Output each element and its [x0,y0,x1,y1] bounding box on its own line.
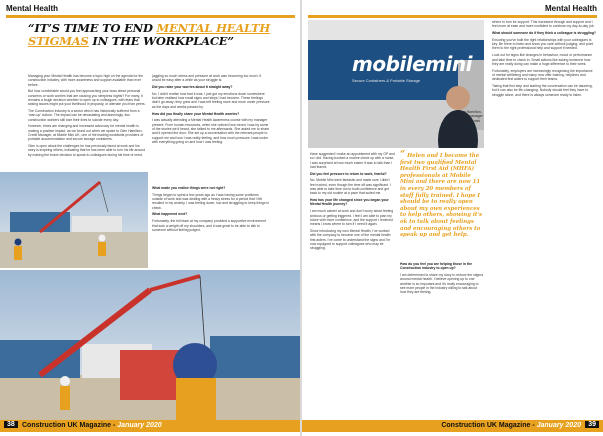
cranes-photo-illustration [0,172,148,268]
portrait-photo [308,20,484,148]
article-column-2 [152,74,270,186]
running-head-left [6,4,295,16]
paragraph: Fortunately, the full team at my company provided a supportive environment that took a weight off my shoulders, and it was great to be able to talk to someone without feeling judged. [152,219,266,232]
paragraph: Fortunately, employers are increasingly recognising the importance of mental wellbeing and many now offer training, helplines and dedicated first aiders to support their teams. [492,68,593,82]
question: How did you finally share your Mental Health worries? [152,111,240,116]
paragraph: The Construction industry is a sector which has historically suffered from a ‘man-up’ culture. The impact can be devastating and alarmingly, two construction workers still lose their lives to suicide every day. [28,109,140,122]
question: What should someone do if they think a colleague is struggling? [492,31,596,36]
mobile-mini-logo-subtitle: Secure Containers & Portable Storage [352,78,421,83]
running-head-rule [308,15,597,18]
magazine-name: Construction UK Magazine - [441,422,537,429]
photo-caption: Glen Hamilton, Credit manager at mobile mini UK [458,110,483,128]
headline-accent: MENTAL HEALTH STIGMAS [28,21,271,48]
paragraph: Ensuring you've built the right relationships with your colleagues is key. Be there to listen and show you care without judging, and point them to the right professional help and support if needed. [492,37,594,51]
mobile-mini-sign-illustration [308,20,484,148]
issue-month: January 2020 [536,422,581,429]
paragraph: However, times are changing and increased advocacy for mental health is making a positive impact, as we found out when we spoke to Glen Hamilton, Credit Manager, at Mobile Mini UK, one of the leading worldwide providers of portable accommodation and secure storage containers. [28,124,144,142]
paragraph: Look out for signs like changes in behaviour, mood or performance and take time to check in. Small actions like asking someone how they are really doing can make a huge difference to their week. [492,53,593,66]
running-head-right [308,4,597,16]
mobile-mini-logo-text: mobilemini [352,52,472,76]
paragraph: Since introducing my own Mental Health, I've worked with the company to become one of the mental health first aiders. I've come to understand the signs and I'm now equipped to support colleagues who may be struggling. [310,228,391,251]
magazine-title-right [441,422,581,429]
pull-quote [400,152,484,239]
page-number-left: 38 [4,421,18,428]
right-column-2 [400,262,484,414]
running-head-right-text: Mental Health [544,4,597,13]
right-column-1 [310,152,396,342]
question: What made you realise things were not right? [152,186,226,190]
construction-site-illustration [0,270,301,420]
crane-site-photo [0,270,301,420]
magazine-title-left [22,422,162,429]
paragraph: But how comfortable would you feel approaching your boss about personal concerns or work worries that are causing you sleepless nights? For many, it remains a tough decision whether to open up to colleagues, with fears that raising issues might put your livelihood in jeopardy, or alienate you from peers. [28,89,146,107]
footer-left [0,420,301,432]
paragraph: where to turn for support. This increased through and support and I feel more at ease and more confident to continue my day-to-day job. [492,20,595,29]
paragraph: Taking that first step and starting the conversation can be daunting, but it can also be life-changing. Nobody should feel they have to struggle alone, and there is always someone ready to listen. [492,84,593,97]
page-number-right: 39 [585,421,599,428]
paragraph: juggling so much stress and pressure at work was becoming too much. It would be easy after a while as your struggle is. [152,74,262,83]
issue-month: January 2020 [117,422,162,429]
pull-quote-text: Helen and I became the first two qualified Mental Health First Aid (MHFA) professionals at Mobile Mini and there are now 11 in every 20 members of staff fully trained. I hope I should be to really open about my own experiences to help others, showing it's ok to talk about feelings and encouraging others to speak up and get help. [400,153,483,239]
paragraph: Managing your Mental Health has become a topic high on the agenda for the construction industry, with more awareness and support available than ever before. [28,74,144,87]
worker-photo-small [0,172,148,268]
paragraph: Have suggested I make an appointment with my GP and so I did. Having booked a routine check up with a nurse, I was surprised at how much easier it was to talk than I had feared. [310,152,395,169]
question: What happened next? [152,212,188,217]
paragraph: Glen is open about the challenges he has previously faced at work and his story is inspiring others, indicating that he has been able to turn his life around by making the brave decision to speak to colleagues during his time of need. [28,144,146,157]
question: Did you feel pressure to return to work, fearful? [310,171,387,176]
right-page [302,0,603,436]
question: How do you feel you are helping those in the Construction industry to open up? [400,262,472,271]
paragraph: I was actually attending a Mental Health Awareness course with my manager present. From human resources, when she noticed how mixed I was by some of the stories we'd heard, she talked to me afterwards. She asked me to share and it opened the door. She set up a conversation with the relevant people to support me and how I was really feeling, and how much pressure I was under with everything going on and how I was feeling. [152,118,270,144]
paragraph: I am much calmer at work and don't worry about feeling anxious or getting triggered. I feel I am able to plan my future with more confidence, and the support I received means I know where to turn if I need it again. [310,209,394,227]
question: How has your life changed since you began your Mental Health journey? [310,198,389,207]
paragraph: Things began to spiral a few years ago as I was having some problems outside of work and was dealing with a heavy stress for a period that I felt resulted in my anxiety. I was feeling down, low and struggling to keep things in check. [152,192,270,210]
question: Did you raise your worries about it straight away? [152,85,233,90]
left-page [0,0,301,436]
paragraph: I am determined to share my story to reduce the stigma around mental health. I believe opening up to one another is so important and it's really encouraging to see more people in the industry willing to talk about how they are feeling. [400,273,484,295]
footer-right [302,420,603,432]
article-qa-block [152,186,270,266]
running-head-rule [6,15,295,18]
headline-part2: IN THE WORKPLACE” [88,34,234,48]
magazine-name: Construction UK Magazine - [22,422,118,429]
quote-mark-icon: “ [400,150,406,160]
headline-part1: “IT’S TIME TO END [28,21,157,35]
paragraph: No. Mobile Mini were fantastic and made sure I didn't feel rushed, even though the time off was significant. I was able to take time out to build confidence and get back to my old routine at a pace that suited me. [310,178,391,196]
article-headline [28,22,296,48]
running-head-left-text: Mental Health [6,4,59,13]
paragraph: No. I didn't realise how bad it was. I just got my emotions down somewhere but later realised how small signs and steps I had become. These feelings didn't go away; they grew and I was left feeling more and more under pressure as the days and weeks passed by. [152,91,270,109]
right-column-3 [492,20,596,414]
